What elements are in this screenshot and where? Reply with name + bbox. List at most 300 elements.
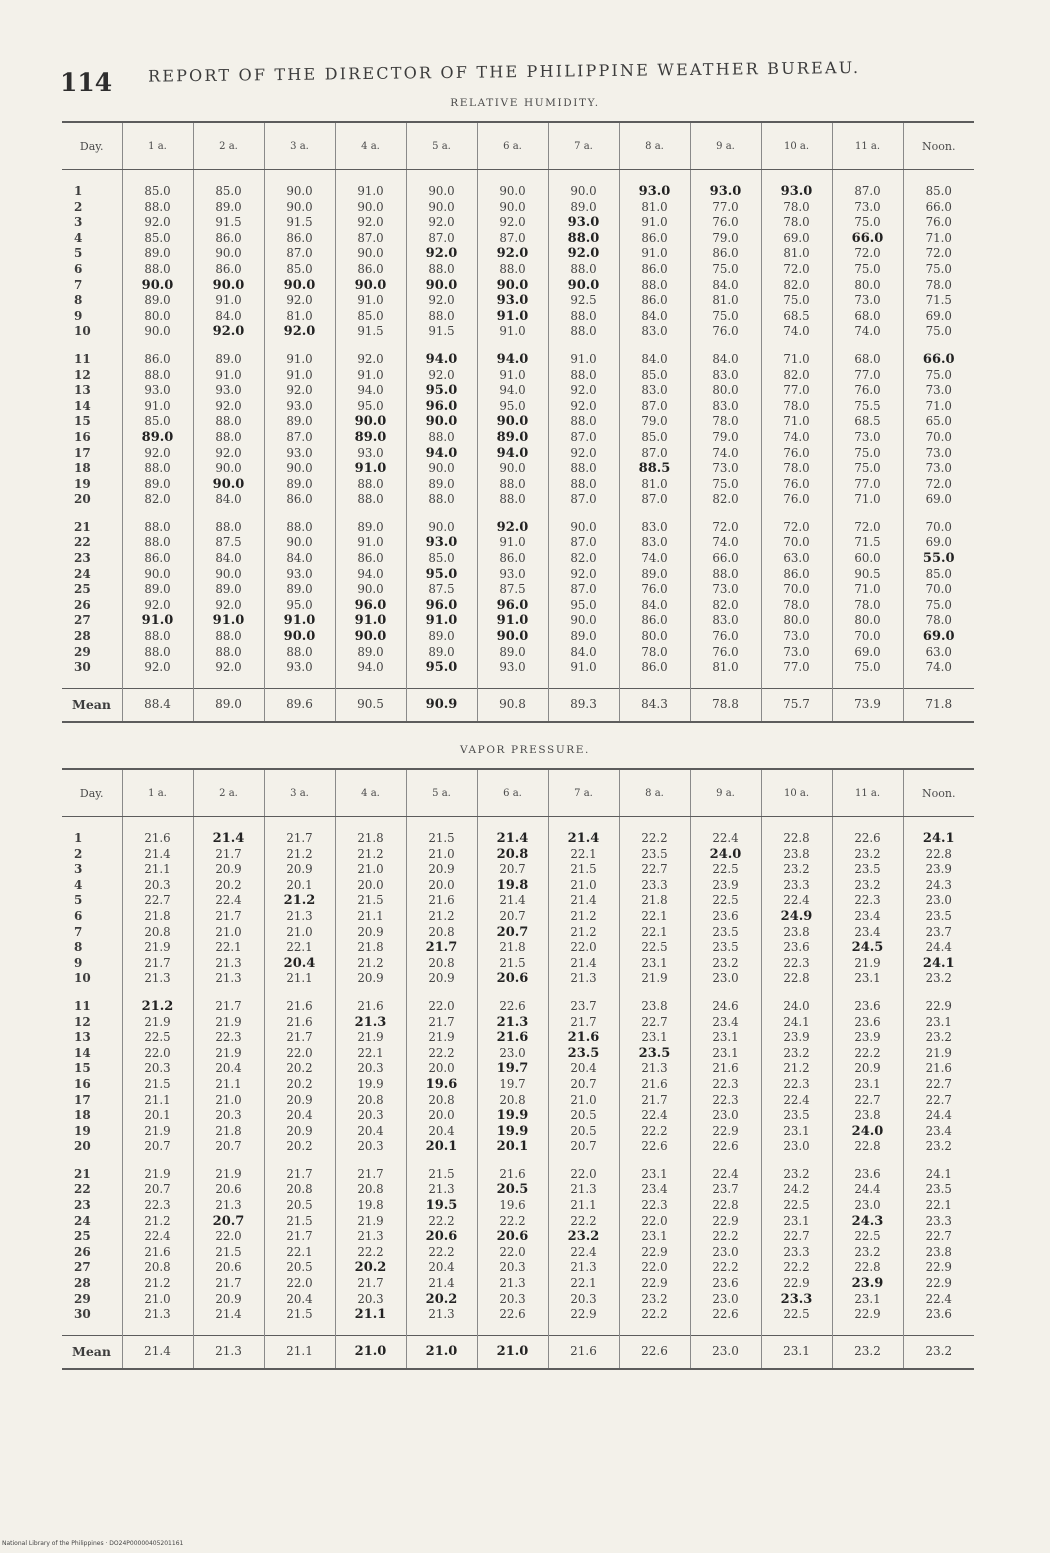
- value-cell: [761, 613, 832, 629]
- table-row: [62, 999, 974, 1015]
- cell-value: 22.5: [712, 893, 739, 908]
- table-row: [62, 368, 974, 384]
- cell-value: 21.3: [499, 1276, 526, 1291]
- cell-value: 21.9: [144, 1166, 171, 1181]
- extreme-value: 91.0: [141, 613, 174, 629]
- value-cell: [406, 660, 477, 676]
- cell-value: 21.1: [357, 908, 384, 923]
- cell-value: 23.2: [925, 1344, 953, 1359]
- value-cell: [477, 660, 548, 676]
- value-cell: [832, 1214, 903, 1230]
- value-cell: [122, 613, 193, 629]
- cell-value: 74.0: [783, 324, 810, 339]
- cell-value: 22.9: [783, 1276, 810, 1291]
- value-cell: [761, 1182, 832, 1198]
- value-cell: [832, 278, 903, 294]
- day-cell: 1: [74, 831, 83, 845]
- cell-value: 89.0: [215, 582, 242, 597]
- cell-value: 21.6: [144, 1244, 171, 1259]
- value-cell: [122, 1015, 193, 1031]
- value-cell: [832, 1182, 903, 1198]
- column-header: 2 a.: [193, 769, 264, 817]
- cell-value: 92.0: [428, 367, 455, 382]
- value-cell: [619, 567, 690, 583]
- cell-value: 21.9: [144, 1123, 171, 1138]
- value-cell: [335, 1061, 406, 1077]
- value-cell: [903, 293, 974, 309]
- cell-value: 92.0: [570, 445, 597, 460]
- value-cell: [122, 1167, 193, 1183]
- cell-value: 22.4: [712, 1166, 739, 1181]
- cell-value: 69.0: [925, 535, 952, 550]
- value-cell: [264, 414, 335, 430]
- column-header: 9 a.: [690, 769, 761, 817]
- cell-value: 21.2: [144, 1276, 171, 1291]
- extreme-value: 21.4: [496, 831, 529, 846]
- cell-value: 23.0: [783, 1139, 810, 1154]
- cell-value: 90.8: [499, 697, 526, 712]
- value-cell: [122, 1124, 193, 1140]
- value-cell: [264, 1015, 335, 1031]
- cell-value: 23.4: [854, 908, 881, 923]
- table-row: [62, 1046, 974, 1062]
- value-cell: [193, 878, 264, 894]
- value-cell: [335, 1108, 406, 1124]
- cell-value: 78.0: [925, 277, 952, 292]
- cell-value: 21.9: [357, 1213, 384, 1228]
- cell-value: 22.0: [215, 1229, 242, 1244]
- value-cell: [619, 477, 690, 493]
- cell-value: 23.8: [641, 998, 668, 1013]
- value-cell: [193, 492, 264, 508]
- value-cell: [832, 399, 903, 415]
- value-cell: [832, 215, 903, 231]
- value-cell: [548, 862, 619, 878]
- cell-value: 22.2: [854, 1045, 881, 1060]
- cell-value: 77.0: [854, 476, 881, 491]
- value-cell: [264, 231, 335, 247]
- value-cell: [477, 1335, 548, 1369]
- day-cell: 14: [74, 398, 91, 413]
- cell-value: 85.0: [925, 184, 952, 198]
- table-row: [62, 1030, 974, 1046]
- value-cell: [406, 567, 477, 583]
- value-cell: [264, 567, 335, 583]
- value-cell: [335, 1276, 406, 1292]
- value-cell: [548, 1260, 619, 1276]
- cell-value: 21.6: [570, 1344, 597, 1359]
- cell-value: 23.1: [854, 971, 881, 986]
- cell-value: 84.0: [712, 277, 739, 292]
- value-cell: [619, 368, 690, 384]
- cell-value: 89.0: [428, 629, 455, 644]
- cell-value: 79.0: [712, 429, 739, 444]
- cell-value: 21.4: [215, 1307, 242, 1322]
- value-cell: [761, 1061, 832, 1077]
- value-cell: [193, 1061, 264, 1077]
- extreme-value: 94.0: [496, 351, 529, 367]
- value-cell: [406, 940, 477, 956]
- value-cell: [193, 831, 264, 847]
- cell-value: 88.0: [144, 461, 171, 476]
- cell-value: 24.4: [925, 940, 952, 955]
- cell-value: 75.0: [854, 461, 881, 476]
- cell-value: 76.0: [712, 644, 739, 659]
- day-cell: 21: [74, 1166, 91, 1181]
- cell-value: 22.6: [641, 1139, 668, 1154]
- day-cell: 9: [74, 308, 83, 323]
- value-cell: [335, 520, 406, 536]
- value-cell: [690, 1077, 761, 1093]
- mean-label: Mean: [62, 1335, 122, 1369]
- day-cell: 11: [74, 351, 91, 366]
- cell-value: 22.0: [641, 1213, 668, 1228]
- cell-value: 90.0: [357, 199, 384, 214]
- extreme-value: 90.0: [283, 629, 316, 645]
- day-cell: 8: [74, 940, 83, 955]
- cell-value: 23.1: [641, 955, 668, 970]
- cell-value: 93.0: [286, 445, 313, 460]
- extreme-value: 90.0: [354, 277, 387, 293]
- value-cell: [832, 368, 903, 384]
- cell-value: 82.0: [712, 492, 739, 507]
- cell-value: 23.1: [783, 1123, 810, 1138]
- cell-value: 21.6: [144, 831, 171, 845]
- value-cell: [193, 1077, 264, 1093]
- table-row: [62, 246, 974, 262]
- cell-value: 22.8: [783, 971, 810, 986]
- value-cell: [619, 999, 690, 1015]
- extreme-value: 91.0: [496, 613, 529, 629]
- cell-value: 69.0: [783, 230, 810, 245]
- value-cell: [406, 1046, 477, 1062]
- extreme-value: 92.0: [496, 519, 529, 535]
- value-cell: [548, 1046, 619, 1062]
- cell-value: 20.3: [357, 1108, 384, 1123]
- value-cell: [619, 293, 690, 309]
- value-cell: [193, 1307, 264, 1323]
- value-cell: [832, 629, 903, 645]
- value-cell: [761, 1093, 832, 1109]
- value-cell: [761, 520, 832, 536]
- cell-value: 92.0: [570, 383, 597, 398]
- extreme-value: 91.0: [354, 461, 387, 477]
- cell-value: 23.5: [783, 1108, 810, 1123]
- value-cell: [548, 1292, 619, 1308]
- value-cell: [406, 862, 477, 878]
- cell-value: 21.7: [286, 1030, 313, 1045]
- value-cell: [477, 399, 548, 415]
- value-cell: [690, 200, 761, 216]
- value-cell: [548, 1015, 619, 1031]
- day-cell: 20: [74, 1139, 91, 1154]
- value-cell: [832, 414, 903, 430]
- value-cell: [619, 956, 690, 972]
- day-cell: 15: [74, 1061, 91, 1076]
- cell-value: 21.9: [357, 1030, 384, 1045]
- value-cell: [548, 352, 619, 368]
- cell-value: 21.1: [144, 1092, 171, 1107]
- value-cell: [619, 352, 690, 368]
- cell-value: 88.0: [570, 476, 597, 491]
- cell-value: 90.0: [215, 566, 242, 581]
- value-cell: [761, 492, 832, 508]
- value-cell: [193, 645, 264, 661]
- value-cell: [548, 1229, 619, 1245]
- value-cell: [761, 1307, 832, 1323]
- value-cell: [619, 1167, 690, 1183]
- value-cell: [335, 414, 406, 430]
- cell-value: 22.2: [499, 1213, 526, 1228]
- cell-value: 91.0: [357, 535, 384, 550]
- value-cell: [761, 645, 832, 661]
- value-cell: [264, 246, 335, 262]
- cell-value: 78.0: [783, 215, 810, 230]
- cell-value: 23.6: [712, 908, 739, 923]
- cell-value: 75.0: [925, 324, 952, 339]
- value-cell: [406, 1260, 477, 1276]
- value-cell: [264, 613, 335, 629]
- cell-value: 22.5: [854, 1229, 881, 1244]
- value-cell: [619, 461, 690, 477]
- value-cell: [832, 688, 903, 722]
- value-cell: [193, 1139, 264, 1155]
- cell-value: 23.2: [641, 1291, 668, 1306]
- extreme-value: 21.7: [425, 940, 458, 956]
- value-cell: [619, 231, 690, 247]
- cell-value: 23.6: [925, 1307, 952, 1322]
- value-cell: [832, 582, 903, 598]
- value-cell: [264, 477, 335, 493]
- cell-value: 23.7: [925, 924, 952, 939]
- cell-value: 22.2: [570, 1213, 597, 1228]
- value-cell: [477, 598, 548, 614]
- value-cell: [264, 847, 335, 863]
- cell-value: 22.3: [783, 1076, 810, 1091]
- cell-value: 20.3: [215, 1108, 242, 1123]
- cell-value: 22.7: [925, 1092, 952, 1107]
- value-cell: [335, 1335, 406, 1369]
- cell-value: 76.0: [641, 582, 668, 597]
- table-row: [62, 1061, 974, 1077]
- value-cell: [548, 262, 619, 278]
- day-cell: 29: [74, 1291, 91, 1306]
- cell-value: 21.5: [428, 831, 455, 845]
- value-cell: [193, 399, 264, 415]
- cell-value: 23.2: [783, 1166, 810, 1181]
- cell-value: 21.9: [144, 1014, 171, 1029]
- value-cell: [477, 184, 548, 200]
- extreme-value: 91.0: [354, 613, 387, 629]
- value-cell: [832, 1015, 903, 1031]
- value-cell: [761, 940, 832, 956]
- cell-value: 22.6: [641, 1344, 668, 1359]
- value-cell: [193, 352, 264, 368]
- cell-value: 83.0: [641, 535, 668, 550]
- cell-value: 73.0: [925, 461, 952, 476]
- day-cell: 23: [74, 551, 91, 566]
- cell-value: 93.0: [286, 398, 313, 413]
- value-cell: [832, 847, 903, 863]
- value-cell: [406, 1292, 477, 1308]
- value-cell: [761, 535, 832, 551]
- extreme-value: 21.6: [496, 1030, 529, 1046]
- value-cell: [122, 831, 193, 847]
- cell-value: 20.4: [286, 1291, 313, 1306]
- extreme-value: 24.9: [780, 908, 813, 924]
- value-cell: [761, 893, 832, 909]
- value-cell: [335, 909, 406, 925]
- value-cell: [548, 215, 619, 231]
- extreme-value: 24.3: [851, 1213, 884, 1229]
- cell-value: 88.0: [428, 261, 455, 276]
- value-cell: [193, 1335, 264, 1369]
- cell-value: 23.0: [712, 1344, 739, 1359]
- cell-value: 21.7: [144, 955, 171, 970]
- value-cell: [903, 1276, 974, 1292]
- day-cell: 26: [74, 597, 91, 612]
- value-cell: [903, 1061, 974, 1077]
- cell-value: 22.7: [641, 862, 668, 877]
- value-cell: [335, 831, 406, 847]
- cell-value: 92.0: [215, 445, 242, 460]
- value-cell: [335, 200, 406, 216]
- value-cell: [122, 1030, 193, 1046]
- value-cell: [903, 629, 974, 645]
- value-cell: [264, 1276, 335, 1292]
- cell-value: 21.0: [428, 846, 455, 861]
- value-cell: [122, 878, 193, 894]
- value-cell: [761, 1292, 832, 1308]
- value-cell: [264, 1260, 335, 1276]
- table-row: [62, 567, 974, 583]
- cell-value: 20.9: [286, 862, 313, 877]
- value-cell: [477, 1198, 548, 1214]
- value-cell: [548, 293, 619, 309]
- group-spacer: [62, 340, 974, 352]
- day-cell: 21: [74, 519, 91, 534]
- day-cell: 5: [74, 893, 83, 908]
- cell-value: 78.0: [712, 414, 739, 429]
- day-cell: 10: [74, 971, 91, 986]
- value-cell: [619, 1015, 690, 1031]
- column-header: 6 a.: [477, 122, 548, 170]
- value-cell: [690, 1292, 761, 1308]
- value-cell: [122, 262, 193, 278]
- value-cell: [122, 1139, 193, 1155]
- cell-value: 80.0: [712, 383, 739, 398]
- value-cell: [335, 971, 406, 987]
- value-cell: [264, 278, 335, 294]
- cell-value: 73.0: [783, 644, 810, 659]
- value-cell: [619, 1061, 690, 1077]
- cell-value: 74.0: [641, 551, 668, 566]
- extreme-value: 20.2: [354, 1260, 387, 1276]
- cell-value: 88.0: [570, 367, 597, 382]
- value-cell: [264, 492, 335, 508]
- value-cell: [619, 1030, 690, 1046]
- value-cell: [122, 309, 193, 325]
- value-cell: [903, 231, 974, 247]
- cell-value: 22.5: [783, 1198, 810, 1213]
- table-row: [62, 293, 974, 309]
- cell-value: 22.9: [925, 1276, 952, 1291]
- cell-value: 84.0: [712, 351, 739, 366]
- value-cell: [264, 831, 335, 847]
- day-cell: 29: [74, 644, 91, 659]
- day-cell: 9: [74, 955, 83, 970]
- value-cell: [548, 1077, 619, 1093]
- cell-value: 92.0: [144, 660, 171, 675]
- day-cell: 24: [74, 566, 91, 581]
- cell-value: 92.0: [215, 597, 242, 612]
- value-cell: [548, 1245, 619, 1261]
- cell-value: 91.0: [357, 293, 384, 308]
- cell-value: 21.3: [215, 955, 242, 970]
- value-cell: [406, 1245, 477, 1261]
- cell-value: 72.0: [783, 261, 810, 276]
- cell-value: 23.0: [712, 1244, 739, 1259]
- cell-value: 63.0: [925, 644, 952, 659]
- table-row: [62, 1307, 974, 1323]
- cell-value: 22.7: [925, 1076, 952, 1091]
- value-cell: [548, 909, 619, 925]
- cell-value: 82.0: [570, 551, 597, 566]
- value-cell: [548, 383, 619, 399]
- value-cell: [477, 262, 548, 278]
- value-cell: [690, 893, 761, 909]
- cell-value: 22.2: [428, 1213, 455, 1228]
- cell-value: 23.2: [925, 1139, 952, 1154]
- cell-value: 87.5: [499, 582, 526, 597]
- day-cell: 5: [74, 246, 83, 261]
- value-cell: [477, 1167, 548, 1183]
- value-cell: [619, 1108, 690, 1124]
- cell-value: 22.5: [783, 1307, 810, 1322]
- cell-value: 24.6: [712, 998, 739, 1013]
- cell-value: 89.0: [144, 246, 171, 261]
- value-cell: [335, 324, 406, 340]
- value-cell: [335, 1198, 406, 1214]
- cell-value: 88.0: [570, 261, 597, 276]
- cell-value: 93.0: [144, 383, 171, 398]
- cell-value: 90.0: [499, 199, 526, 214]
- value-cell: [193, 293, 264, 309]
- value-cell: [264, 399, 335, 415]
- value-cell: [903, 535, 974, 551]
- header-row: [62, 769, 974, 817]
- value-cell: [832, 613, 903, 629]
- cell-value: 21.6: [286, 1014, 313, 1029]
- cell-value: 88.0: [215, 519, 242, 534]
- value-cell: [335, 1229, 406, 1245]
- value-cell: [335, 1245, 406, 1261]
- cell-value: 20.9: [357, 971, 384, 986]
- extreme-value: 21.4: [212, 831, 245, 846]
- cell-value: 19.7: [499, 1076, 526, 1091]
- vapor-pressure-title: VAPOR PRESSURE.: [460, 744, 590, 756]
- cell-value: 84.0: [641, 351, 668, 366]
- extreme-value: 21.0: [425, 1344, 458, 1360]
- value-cell: [548, 324, 619, 340]
- value-cell: [477, 461, 548, 477]
- cell-value: 22.7: [144, 893, 171, 908]
- value-cell: [193, 940, 264, 956]
- cell-value: 70.0: [854, 629, 881, 644]
- column-header: 4 a.: [335, 769, 406, 817]
- value-cell: [548, 1124, 619, 1140]
- extreme-value: 20.7: [496, 924, 529, 940]
